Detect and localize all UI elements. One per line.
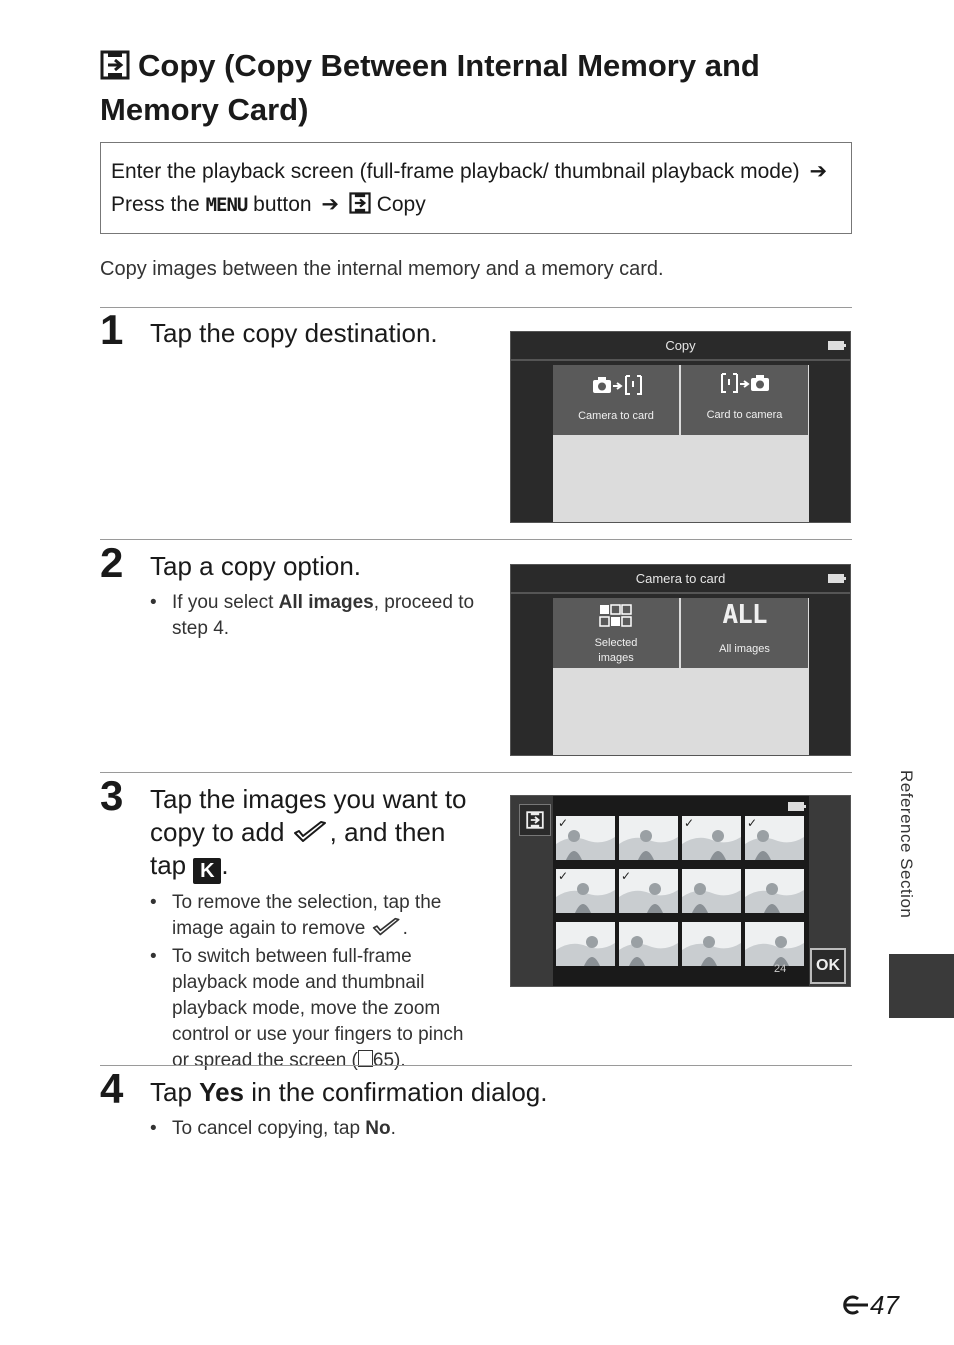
section-label: Reference Section bbox=[897, 770, 916, 919]
arrow-icon: ➔ bbox=[809, 160, 828, 183]
step-number: 2 bbox=[100, 539, 124, 586]
bullet-text bbox=[172, 590, 480, 642]
bullet-item bbox=[150, 590, 480, 642]
thumbnail-image[interactable] bbox=[619, 922, 678, 966]
step-text-pre: Tap bbox=[150, 1077, 200, 1107]
section-tab bbox=[889, 954, 954, 1018]
option-all-images[interactable] bbox=[681, 598, 808, 668]
screen-title: Copy bbox=[665, 338, 696, 353]
thumbnail-image[interactable] bbox=[556, 869, 615, 913]
check-mark-icon: ✓ bbox=[558, 869, 569, 883]
step-text-post: in the confirmation dialog. bbox=[243, 1077, 548, 1107]
title-text: Copy (Copy Between Internal Memory and Memory Card) bbox=[100, 48, 760, 127]
bullet-text bbox=[172, 944, 472, 1074]
bullet-item bbox=[150, 890, 480, 942]
check-mark-icon: ✓ bbox=[684, 816, 695, 830]
divider bbox=[511, 592, 850, 594]
step-text: Tap the copy destination. bbox=[150, 318, 438, 348]
step-text-c: . bbox=[221, 850, 229, 880]
bullet-dot: • bbox=[150, 1118, 157, 1139]
step-text-bold: Yes bbox=[199, 1077, 244, 1107]
step-text: Tap a copy option. bbox=[150, 551, 362, 581]
menu-path-part1: Enter the playback screen (full-frame playback/ thumbnail playback mode) bbox=[111, 160, 800, 183]
option-label: Camera to card bbox=[578, 410, 654, 422]
copy-icon bbox=[349, 191, 371, 224]
intro-text: Copy images between the internal memory and a memory card. bbox=[100, 258, 664, 280]
option-label: All images bbox=[719, 643, 770, 655]
thumbnail-image[interactable] bbox=[556, 922, 615, 966]
bullet-text-bold: All images bbox=[278, 592, 374, 613]
menu-path-part2: Press the bbox=[111, 193, 200, 216]
camera-to-card-icon bbox=[591, 373, 645, 397]
screen-title: Camera to card bbox=[635, 571, 726, 586]
card-to-camera-icon bbox=[719, 371, 773, 395]
bullet-dot: • bbox=[150, 946, 157, 967]
bullet-dot: • bbox=[150, 892, 157, 913]
image-counter: 24 bbox=[774, 963, 787, 975]
menu-path-part4: Copy bbox=[376, 193, 426, 216]
battery-icon bbox=[788, 802, 804, 811]
thumbnail-image[interactable] bbox=[619, 816, 678, 860]
step-text bbox=[150, 783, 480, 884]
check-mark-icon: ✓ bbox=[747, 816, 758, 830]
divider bbox=[100, 1065, 852, 1066]
check-mark-icon: ✓ bbox=[621, 869, 632, 883]
thumbnail-image[interactable] bbox=[745, 816, 804, 860]
option-card-to-camera[interactable] bbox=[681, 365, 808, 435]
step-number: 3 bbox=[100, 772, 124, 819]
menu-button-label: MENU bbox=[205, 194, 248, 216]
step-text-b: , and then tap bbox=[150, 817, 446, 880]
arrow-icon: ➔ bbox=[321, 193, 340, 216]
option-camera-to-card[interactable] bbox=[553, 365, 679, 435]
option-label: Selected images bbox=[594, 637, 638, 664]
copy-icon bbox=[100, 50, 130, 90]
divider bbox=[511, 359, 850, 361]
thumbnail-image[interactable] bbox=[619, 869, 678, 913]
divider bbox=[100, 539, 852, 540]
camera-screen-thumbnails bbox=[510, 795, 851, 987]
check-mark-icon: ✓ bbox=[558, 816, 569, 830]
check-mark-icon bbox=[371, 917, 403, 937]
photo-icon bbox=[745, 869, 804, 913]
ok-icon: K bbox=[193, 858, 221, 884]
bullet-item bbox=[150, 1116, 550, 1144]
thumbnail-image[interactable] bbox=[682, 922, 741, 966]
photo-icon bbox=[745, 922, 804, 966]
step-text-a: Tap the images you want to copy to add bbox=[150, 784, 467, 847]
option-label: Card to camera bbox=[706, 409, 783, 421]
thumbnail-image[interactable] bbox=[745, 922, 804, 966]
bullet-text-end: . bbox=[402, 918, 408, 939]
page-number-value: 47 bbox=[870, 1290, 899, 1320]
page-title bbox=[100, 46, 820, 130]
page-reference: 65 bbox=[372, 1050, 395, 1071]
photo-icon bbox=[556, 922, 615, 966]
all-images-icon: ALL bbox=[722, 600, 767, 630]
bullet-text bbox=[172, 890, 477, 942]
bullet-text-main: To switch between full-frame playback mode and thumbnail playback mode, move the zoom control or use your fingers to pinch or spread the screen ( bbox=[172, 946, 464, 1071]
copy-icon bbox=[526, 811, 544, 829]
thumbnail-image[interactable] bbox=[745, 869, 804, 913]
bullet-text bbox=[172, 1116, 396, 1142]
step-number: 1 bbox=[100, 306, 124, 353]
thumbnail-image[interactable] bbox=[556, 816, 615, 860]
menu-path-box bbox=[100, 142, 852, 234]
bullet-text-main: To remove the selection, tap the image again to remove bbox=[172, 892, 442, 939]
bullet-text-pre: To cancel copying, tap bbox=[172, 1118, 366, 1139]
bullet-text-post: . bbox=[390, 1118, 396, 1139]
e-section-icon bbox=[836, 1293, 870, 1317]
camera-screen-camera-to-card bbox=[510, 564, 851, 756]
photo-icon bbox=[619, 922, 678, 966]
menu-path-part3: button bbox=[253, 193, 312, 216]
step-text bbox=[150, 1076, 548, 1109]
check-mark-icon bbox=[292, 820, 330, 844]
page-number bbox=[836, 1290, 899, 1321]
bullet-text-pre: If you select bbox=[172, 592, 279, 613]
photo-icon bbox=[682, 922, 741, 966]
thumbnail-image[interactable] bbox=[682, 816, 741, 860]
bullet-text-bold: No bbox=[365, 1118, 391, 1139]
bullet-text-end: ). bbox=[394, 1050, 406, 1071]
bullet-text-post: , proceed to step 4. bbox=[172, 592, 475, 639]
step-number: 4 bbox=[100, 1065, 124, 1112]
camera-screen-copy bbox=[510, 331, 851, 523]
divider bbox=[100, 772, 852, 773]
selected-images-icon bbox=[599, 604, 633, 628]
bullet-dot: • bbox=[150, 592, 157, 613]
ok-button[interactable]: OK bbox=[810, 948, 846, 984]
battery-icon bbox=[828, 341, 844, 350]
thumbnail-image[interactable] bbox=[682, 869, 741, 913]
photo-icon bbox=[682, 869, 741, 913]
photo-icon bbox=[619, 816, 678, 860]
option-selected-images[interactable] bbox=[553, 598, 679, 668]
copy-mode-indicator bbox=[519, 804, 551, 836]
battery-icon bbox=[828, 574, 844, 583]
divider bbox=[100, 307, 852, 308]
